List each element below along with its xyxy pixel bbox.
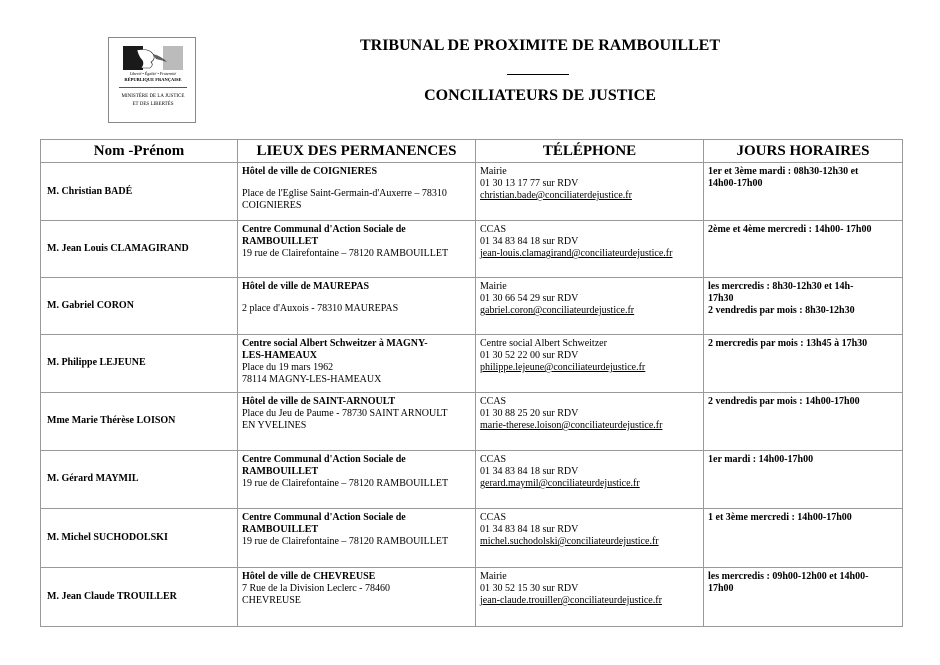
place-title: Centre Communal d'Action Sociale de [242,453,406,465]
marianne-logo [108,37,196,123]
phone-number: 01 30 13 17 77 sur RDV [480,178,579,189]
contact-info [476,334,704,392]
table-row [41,163,903,221]
conciliator-name: M. Michel SUCHODOLSKI [41,508,238,567]
email-link[interactable]: michel.suchodolski@conciliateurdejustice.fr [480,535,659,547]
permanence-place [238,567,476,626]
schedule-line: 1er et 3ème mardi : 08h30-12h30 et [708,166,859,177]
email-link[interactable]: gabriel.coron@conciliateurdejustice.fr [480,304,635,316]
conciliator-name: M. Jean Claude TROUILLER [41,567,238,626]
email-link[interactable]: gerard.maymil@conciliateurdejustice.fr [480,477,640,489]
table-row [41,450,903,508]
schedule-line: les mercredis : 8h30-12h30 et 14h- [708,280,854,292]
schedule-hours [704,508,903,567]
phone-number: 01 30 52 15 30 sur RDV [480,582,579,594]
schedule-hours [704,163,903,221]
schedule-line: 2 vendredis par mois : 14h00-17h00 [708,395,860,407]
email-link[interactable]: philippe.lejeune@conciliateurdejustice.fr [480,361,646,373]
conciliator-name: M. Gérard MAYMIL [41,450,238,508]
schedule-hours [704,221,903,278]
contact-place: CCAS [480,224,507,235]
contact-info [476,508,704,567]
place-address-line: Place du 19 mars 1962 [242,361,334,373]
schedule-hours [704,567,903,626]
logo-ministry-line: MINISTÈRE DE LA JUSTICE [121,94,185,99]
contact-info [476,221,704,278]
conciliator-name: M. Christian BADÉ [41,163,238,221]
schedule-line: 17h00 [708,582,734,594]
permanence-place [238,163,476,221]
column-header-phone: TÉLÉPHONE [476,140,704,163]
schedule-line: les mercredis : 09h00-12h00 et 14h00- [708,570,869,582]
phone-number: 01 30 52 22 00 sur RDV [480,349,579,361]
contact-info [476,392,704,450]
schedule-line: 2 mercredis par mois : 13h45 à 17h30 [708,337,868,349]
contact-place: CCAS [480,511,507,523]
place-title: RAMBOUILLET [242,465,319,477]
page-subtitle: CONCILIATEURS DE JUSTICE [424,87,656,104]
email-link[interactable]: marie-therese.loison@conciliateurdejustice.fr [480,419,663,431]
column-header-hours: JOURS HORAIRES [704,140,903,163]
contact-info [476,450,704,508]
conciliators-table [40,139,903,627]
table-row [41,567,903,626]
phone-number: 01 34 83 84 18 sur RDV [480,523,579,535]
conciliator-name: M. Gabriel CORON [41,277,238,334]
phone-number: 01 30 66 54 29 sur RDV [480,292,579,304]
column-header-place: LIEUX DES PERMANENCES [238,140,476,163]
table-row [41,392,903,450]
schedule-hours [704,392,903,450]
place-address-line: 19 rue de Clairefontaine – 78120 RAMBOUILLET [242,535,449,547]
place-address-line: 19 rue de Clairefontaine – 78120 RAMBOUILLET [242,477,449,489]
table-row [41,277,903,334]
schedule-line: 17h30 [708,292,734,304]
table-row [41,508,903,567]
place-address-line: 78114 MAGNY-LES-HAMEAUX [242,373,382,385]
place-address-line: Place du Jeu de Paume - 78730 SAINT ARNOULT [242,407,448,419]
contact-place: Mairie [480,166,507,177]
permanence-place [238,508,476,567]
contact-info [476,277,704,334]
permanence-place [238,450,476,508]
schedule-hours [704,450,903,508]
schedule-hours [704,277,903,334]
schedule-line: 1er mardi : 14h00-17h00 [708,453,814,465]
contact-info [476,567,704,626]
table-row [41,221,903,278]
table-body [41,163,903,627]
table-row [41,334,903,392]
place-address-line: 19 rue de Clairefontaine – 78120 RAMBOUILLET [242,248,449,259]
contact-info [476,163,704,221]
phone-number: 01 30 88 25 20 sur RDV [480,407,579,419]
page-title: TRIBUNAL DE PROXIMITE DE RAMBOUILLET [359,37,721,54]
contact-place: CCAS [480,395,507,407]
place-title: LES-HAMEAUX [242,349,318,361]
logo-motto: Liberté • Égalité • Fraternité [129,71,177,76]
place-title: RAMBOUILLET [242,236,319,247]
table-header-row [41,140,903,163]
contact-place: CCAS [480,453,507,465]
logo-ministry [111,93,195,109]
logo-divider [119,87,187,88]
place-address-line: CHEVREUSE [242,594,301,606]
schedule-line: 1 et 3ème mercredi : 14h00-17h00 [708,511,852,523]
logo-ministry-line: ET DES LIBERTÉS [132,102,174,107]
title-separator [507,74,569,75]
place-address-line: COIGNIERES [242,200,302,211]
email-link[interactable]: christian.bade@conciliaterdejustice.fr [480,190,632,201]
email-link[interactable]: jean-claude.trouiller@conciliateurdejustice.fr [480,594,662,606]
phone-number: 01 34 83 84 18 sur RDV [480,465,579,477]
contact-place: Mairie [480,570,507,582]
permanence-place [238,277,476,334]
place-title: Centre social Albert Schweitzer à MAGNY- [242,337,428,349]
contact-place: Mairie [480,280,507,292]
place-title: Centre Communal d'Action Sociale de [242,224,406,235]
conciliator-name: Mme Marie Thérèse LOISON [41,392,238,450]
contact-place: Centre social Albert Schweitzer [480,337,607,349]
place-address-line: Place de l'Eglise Saint-Germain-d'Auxerre – 78310 [242,188,447,199]
schedule-hours [704,334,903,392]
place-title: Hôtel de ville de SAINT-ARNOULT [242,395,396,407]
marianne-icon [123,46,183,70]
conciliator-name: M. Jean Louis CLAMAGIRAND [41,221,238,278]
logo-republique: RÉPUBLIQUE FRANÇAISE [124,77,182,82]
permanence-place [238,221,476,278]
schedule-line: 2 vendredis par mois : 8h30-12h30 [708,304,855,316]
place-title: Centre Communal d'Action Sociale de [242,511,406,523]
schedule-line: 2ème et 4ème mercredi : 14h00- 17h00 [708,224,872,235]
place-address-line: 2 place d'Auxois - 78310 MAUREPAS [242,302,399,314]
phone-number: 01 34 83 84 18 sur RDV [480,236,579,247]
place-title: RAMBOUILLET [242,523,319,535]
email-link[interactable]: jean-louis.clamagirand@conciliateurdejustice.fr [480,248,673,259]
place-spacer [242,178,471,188]
place-title: Hôtel de ville de COIGNIERES [242,166,378,177]
conciliator-name: M. Philippe LEJEUNE [41,334,238,392]
place-title: Hôtel de ville de MAUREPAS [242,280,370,292]
place-spacer [242,293,471,303]
permanence-place [238,334,476,392]
place-title: Hôtel de ville de CHEVREUSE [242,570,376,582]
permanence-place [238,392,476,450]
place-address-line: EN YVELINES [242,419,307,431]
place-address-line: 7 Rue de la Division Leclerc - 78460 [242,582,391,594]
column-header-name: Nom -Prénom [41,140,238,163]
schedule-line: 14h00-17h00 [708,178,763,189]
